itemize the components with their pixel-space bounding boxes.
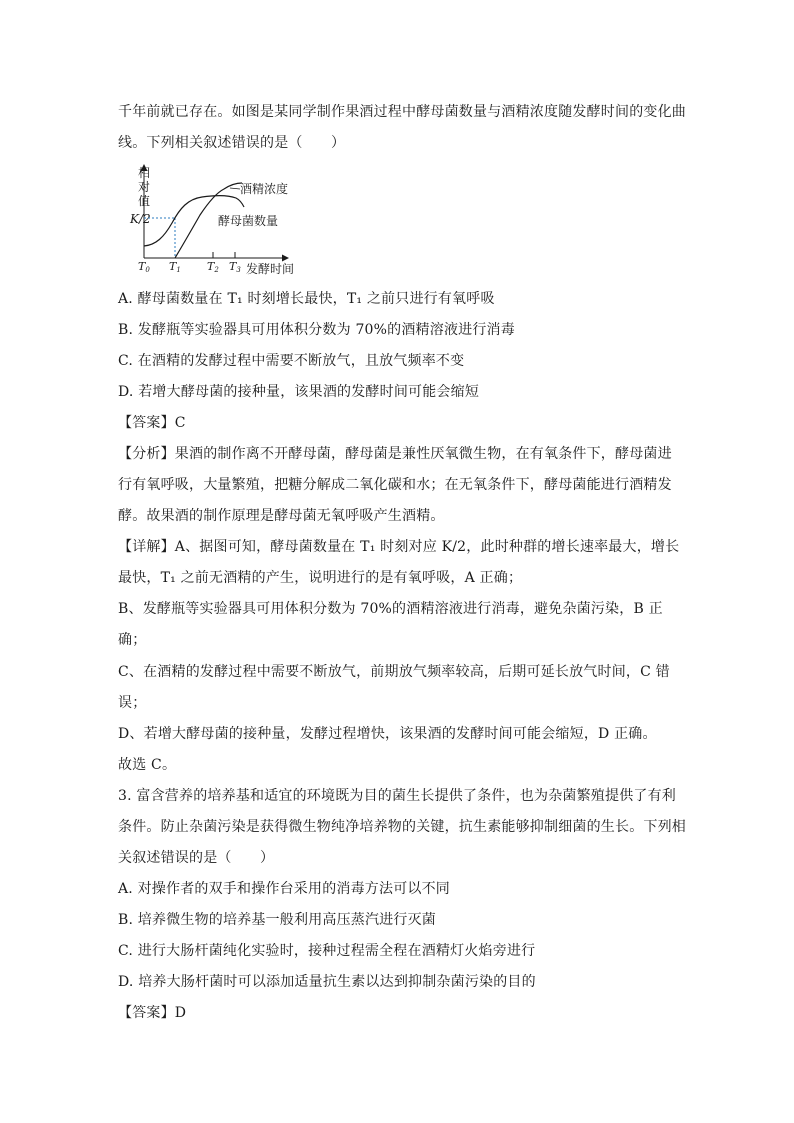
q2-detail-line3: B、发酵瓶等实验器具可用体积分数为 70%的酒精溶液进行消毒，避免杂菌污染，B 正 xyxy=(118,601,663,617)
q2-detail-line1: 【详解】A、据图可知，酵母菌数量在 T₁ 时刻对应 K/2，此时种群的增长速率最大，增长 xyxy=(118,539,680,555)
tick-t0: T0 xyxy=(138,260,150,274)
q3-answer: 【答案】D xyxy=(118,1005,187,1021)
q2-intro-line2: 线。下列相关叙述错误的是（ ） xyxy=(118,135,346,151)
q2-detail-line5: C、在酒精的发酵过程中需要不断放气，前期放气频率较高，后期可延长放气时间，C 错 xyxy=(118,664,670,680)
tick-t3: T3 xyxy=(229,260,241,274)
q2-detail-line6: 误； xyxy=(118,695,147,711)
q2-option-c: C. 在酒精的发酵过程中需要不断放气，且放气频率不变 xyxy=(118,353,465,369)
yeast-curve-label: 酵母菌数量 xyxy=(218,214,279,228)
q2-answer: 【答案】C xyxy=(118,415,186,431)
alcohol-curve-label: 酒精浓度 xyxy=(240,182,289,196)
q3-option-d: D. 培养大肠杆菌时可以添加适量抗生素以达到抑制杂菌污染的目的 xyxy=(118,974,536,990)
alcohol-pointer xyxy=(230,188,240,189)
y-label-3: 值 xyxy=(138,194,151,208)
tick-t1: T1 xyxy=(169,260,181,274)
q2-analysis-line1: 【分析】果酒的制作离不开酵母菌，酵母菌是兼性厌氧微生物，在有氧条件下，酵母菌进 xyxy=(118,446,672,462)
x-axis-label: 发酵时间 xyxy=(246,262,295,276)
q2-option-a: A. 酵母菌数量在 T₁ 时刻增长最快，T₁ 之前只进行有氧呼吸 xyxy=(118,291,495,307)
q2-detail-line4: 确； xyxy=(118,632,147,648)
q2-analysis-line3: 酵。故果酒的制作原理是酵母菌无氧呼吸产生酒精。 xyxy=(118,508,445,524)
fermentation-graph xyxy=(130,163,316,278)
q2-intro-line1: 千年前就已存在。如图是某同学制作果酒过程中酵母菌数量与酒精浓度随发酵时间的变化曲 xyxy=(118,104,686,120)
q2-detail-line2: 最快，T₁ 之前无酒精的产生，说明进行的是有氧呼吸，A 正确； xyxy=(118,570,523,586)
q2-option-b: B. 发酵瓶等实验器具可用体积分数为 70%的酒精溶液进行消毒 xyxy=(118,322,515,338)
k-half-label: K/2 xyxy=(130,212,151,226)
q3-stem-line3: 关叙述错误的是（ ） xyxy=(118,850,275,866)
tick-t2: T2 xyxy=(207,260,219,274)
q2-detail-line8: 故选 C。 xyxy=(118,757,177,773)
q3-option-a: A. 对操作者的双手和操作台采用的消毒方法可以不同 xyxy=(118,881,451,897)
q2-detail-line7: D、若增大酵母菌的接种量，发酵过程增快，该果酒的发酵时间可能会缩短，D 正确。 xyxy=(118,726,657,742)
q3-stem-line2: 条件。防止杂菌污染是获得微生物纯净培养物的关键，抗生素能够抑制细菌的生长。下列相 xyxy=(118,819,686,835)
q3-option-b: B. 培养微生物的培养基一般利用高压蒸汽进行灭菌 xyxy=(118,912,436,928)
q2-option-d: D. 若增大酵母菌的接种量，该果酒的发酵时间可能会缩短 xyxy=(118,384,480,400)
q3-option-c: C. 进行大肠杆菌纯化实验时，接种过程需全程在酒精灯火焰旁进行 xyxy=(118,943,536,959)
q2-analysis-line2: 行有氧呼吸，大量繁殖，把糖分解成二氧化碳和水；在无氧条件下，酵母菌能进行酒精发 xyxy=(118,477,672,493)
y-label-1: 相 xyxy=(138,166,151,180)
y-label-2: 对 xyxy=(138,180,151,194)
q3-stem-line1: 3. 富含营养的培养基和适宜的环境既为目的菌生长提供了条件，也为杂菌繁殖提供了有利 xyxy=(118,788,677,804)
